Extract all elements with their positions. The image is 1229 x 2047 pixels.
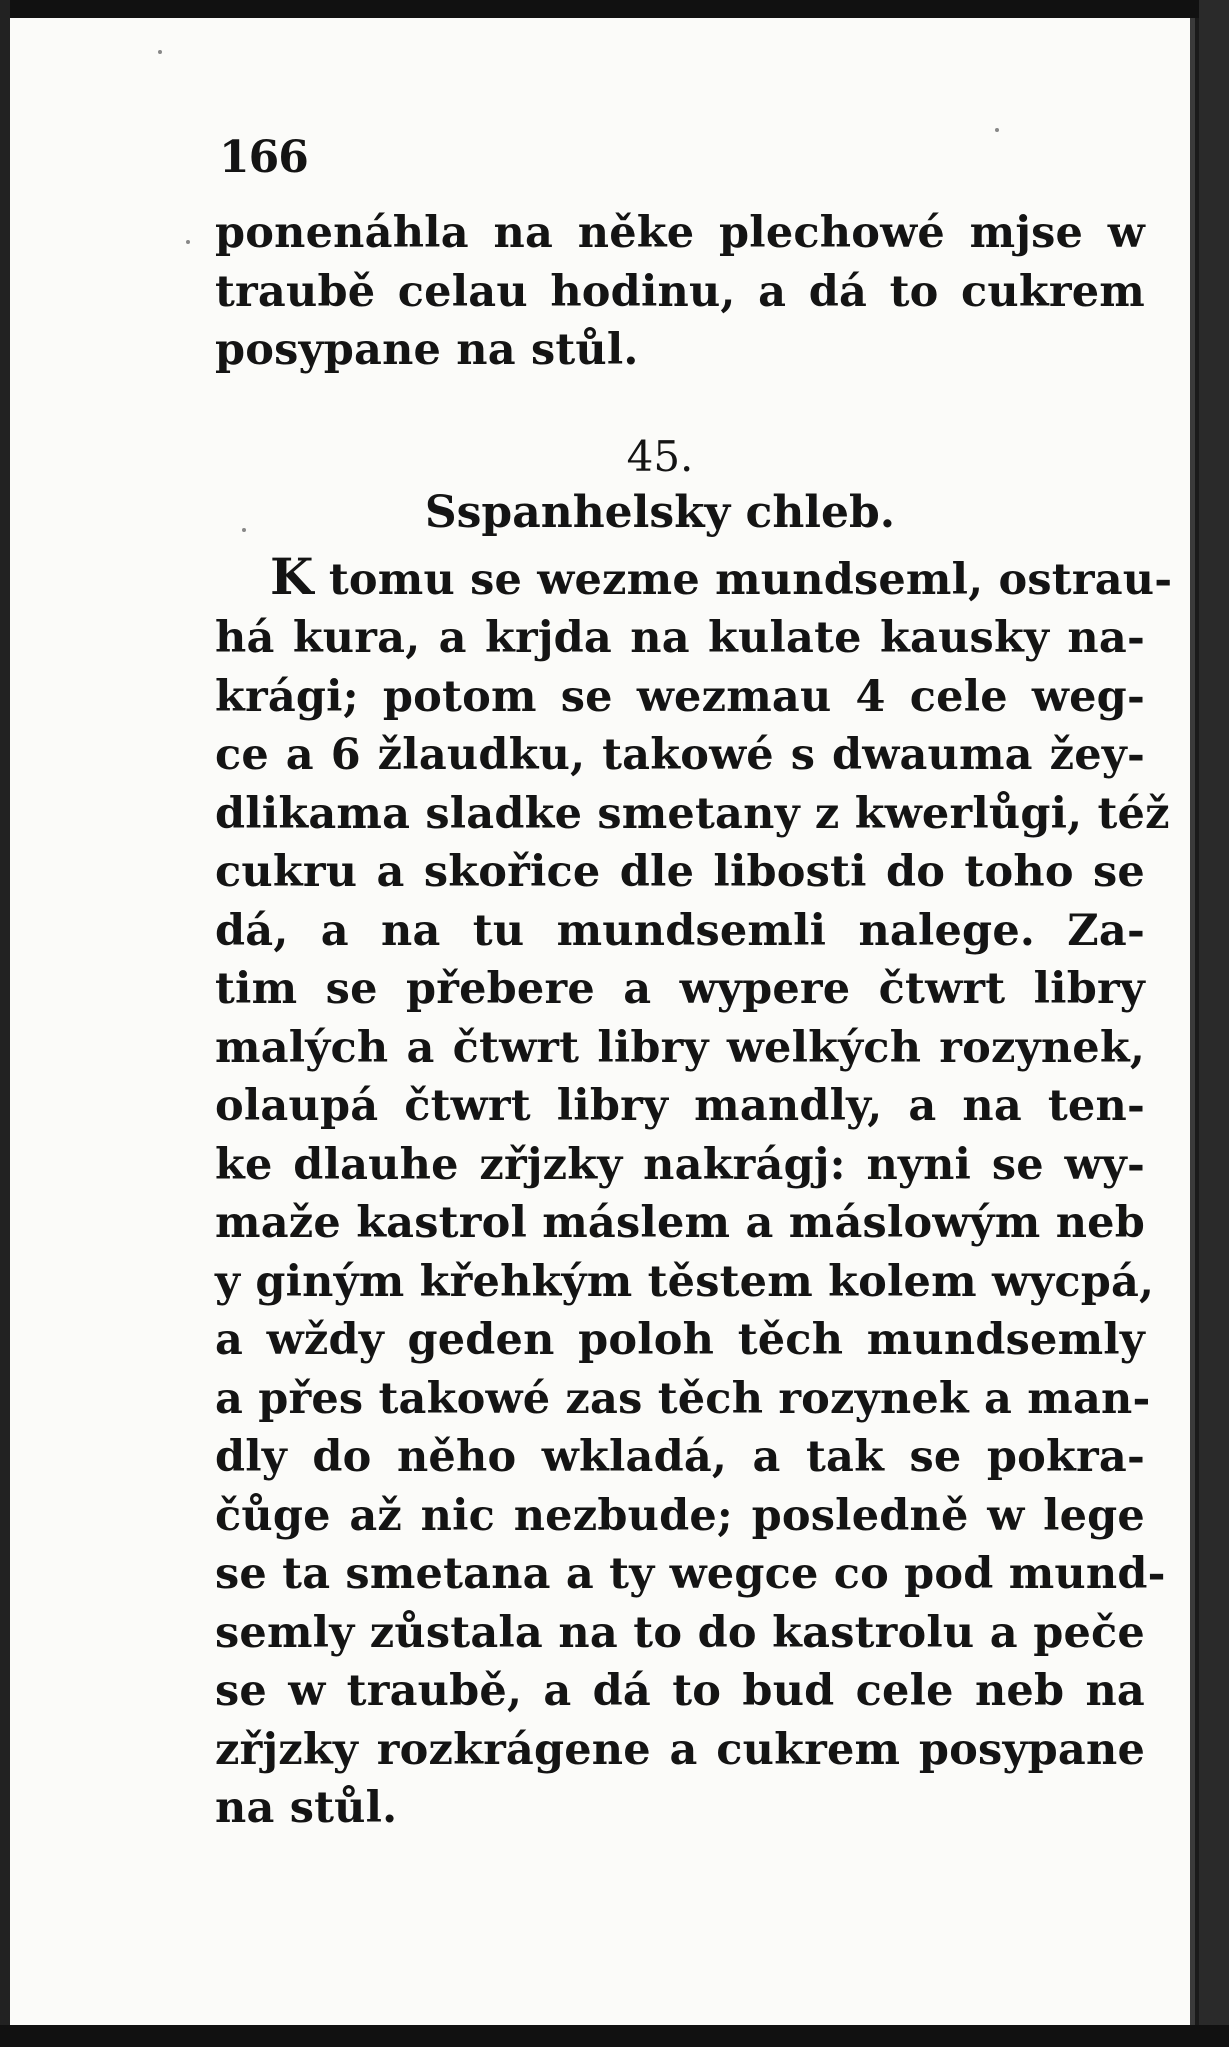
text-line: dlikama sladke smetany z kwerlůgi, též [215, 788, 1170, 839]
text-line: olaupá čtwrt libry mandly, a na ten- [215, 1081, 1145, 1131]
text-line: se w traubě, a dá to bud cele neb na [215, 1666, 1145, 1716]
text-line: malých a čtwrt libry welkých rozynek, [215, 1022, 1145, 1073]
text-line: ke dlauhe zřjzky nakrágj: nyni se wy- [215, 1139, 1145, 1190]
text-line: krági; potom se wezmau 4 cele weg- [215, 671, 1145, 722]
text-line: posypane na stůl. [215, 325, 639, 375]
recipe-number: 45. [626, 431, 694, 481]
text-line-rest: tomu se wezme mundseml, ostrau- [313, 554, 1173, 605]
text-line: traubě celau hodinu, a dá to cukrem [215, 266, 1145, 317]
text-line: y giným křehkým těstem kolem wycpá, [215, 1256, 1155, 1307]
page-number: 166 [219, 132, 308, 183]
scan-bottom-border [0, 2025, 1229, 2047]
text-line: zřjzky rozkrágene a cukrem posypane [215, 1724, 1145, 1775]
text-line: tim se přebere a wypere čtwrt libry [215, 964, 1145, 1014]
text-line: a wždy geden poloh těch mundsemly [215, 1315, 1145, 1365]
text-line: semly zůstala na to do kastrolu a peče [215, 1607, 1145, 1658]
recipe-title: Sspanhelsky chleb. [424, 486, 896, 538]
text-line: čůge až nic nezbude; posledně w lege [215, 1490, 1145, 1541]
page-text [215, 130, 1173, 1838]
text-line: dly do něho wkladá, a tak se pokra- [215, 1432, 1145, 1482]
scan-left-edge [0, 0, 10, 2047]
scan-right-strip [1199, 0, 1229, 2047]
paper-speck [186, 240, 190, 244]
text-line-first [215, 546, 1173, 610]
text-line: há kura, a krjda na kulate kausky na- [215, 613, 1145, 663]
text-line: ponenáhla na něke plechowé mjse w [215, 208, 1145, 258]
text-line: na stůl. [215, 1783, 398, 1833]
text-line: ce a 6 žlaudku, takowé s dwauma žey- [215, 730, 1145, 780]
paper-speck [158, 50, 162, 54]
text-line: cukru a skořice dle libosti do toho se [215, 847, 1145, 897]
page-edge [1190, 18, 1195, 2025]
text-line: dá, a na tu mundsemli nalege. Za- [215, 905, 1145, 956]
initial-letter: K [270, 546, 314, 606]
text-line: a přes takowé zas těch rozynek a man- [215, 1373, 1151, 1424]
text-line: se ta smetana a ty wegce co pod mund- [215, 1549, 1166, 1599]
text-line: maže kastrol máslem a máslowým neb [215, 1198, 1145, 1248]
scan-top-border [0, 0, 1229, 18]
